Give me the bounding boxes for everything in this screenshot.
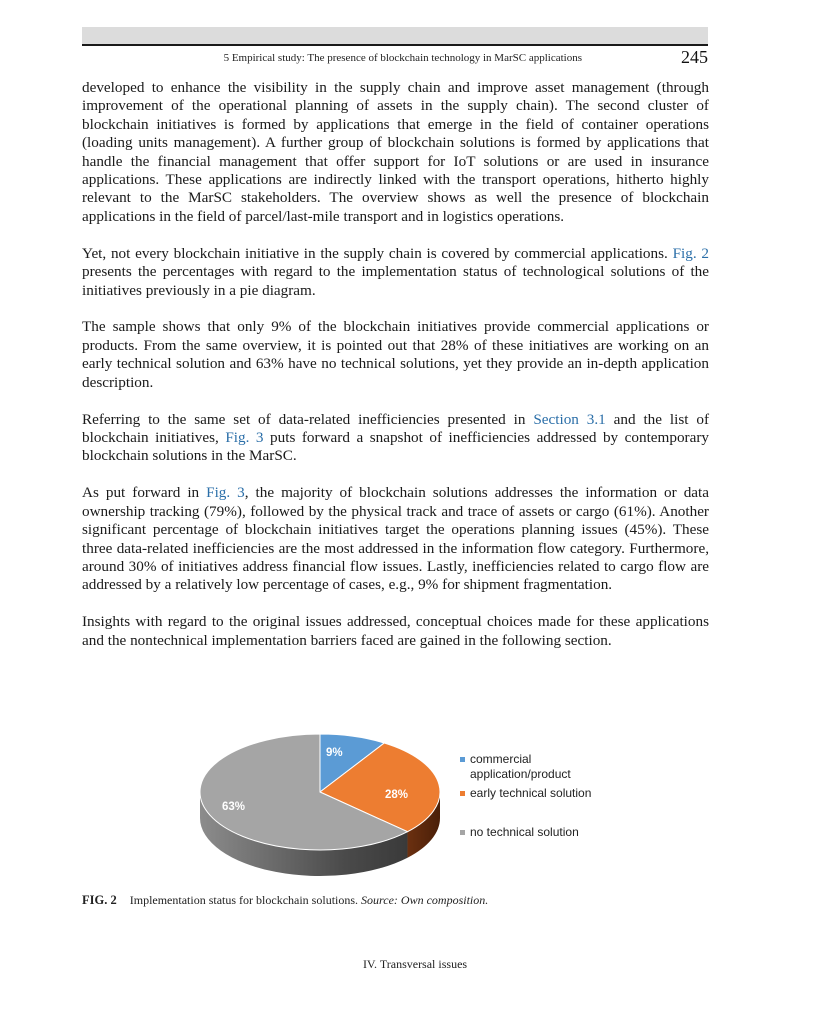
legend-swatch-none [460,830,465,835]
paragraph [82,613,709,650]
paragraph-text: The sample shows that only 9% of the blockchain initiatives provide commercial applications or products. From the same overview, it is pointed out that 28% of these initiatives are working on an early technical solution and 63% have no technical solutions, yet they provide an in-depth application description. [82,318,709,391]
paragraph-text: presents the percentages with regard to the implementation status of technological solutions of the initiatives previously in a pie diagram. [82,263,709,299]
paragraph-text: and the list of blockchain initiatives, [82,410,710,446]
paragraph [82,484,709,594]
paragraph [82,79,709,226]
chart-legend [460,752,591,840]
paragraph-text: Yet, not every blockchain initiative in the supply chain is covered by commercial applications. [82,244,673,262]
paragraph [82,245,709,300]
paragraph-text: , the majority of blockchain solutions addresses the information or data ownership tracking (79%), followed by the physical track and trace of assets or cargo (61%). Another significant percentage of blockchain initiatives target the operations planning issues (45%). These three data-related inefficiencies are the most addressed in the information flow category. Furthermore, around 30% of initiatives address financial flow issues. Lastly, inefficiencies related to cargo flow are addressed by a relatively low percentage of cases, e.g., 9% for shipment fragmentation. [82,484,709,594]
legend-swatch-commercial [460,757,465,762]
caption-source: Source: Own composition. [361,893,489,907]
page-number: 245 [681,47,708,67]
paragraph-text: puts forward a snapshot of inefficiencies addressed by contemporary blockchain solutions in the MarSC. [82,429,710,465]
paragraph-text: Referring to the same set of data-related inefficiencies presented in [82,410,534,428]
paragraph-text: developed to enhance the visibility in the supply chain and improve asset management (through improvement of the operational planning of assets in the supply chain). The second cluster of blockchain initiatives is formed by applications that emerge in the field of container operations (loading units management). A further group of blockchain solutions is formed by applications that handle the financial management that offer support for IoT solutions or are used in insurance applications. These applications are indirectly linked with the transport operations, hitherto highly relevant to the MarSC stakeholders. The overview shows as well the presence of blockchain applications in the field of parcel/last-mile transport and in logistics operations. [82,79,709,225]
figure-2 [82,730,709,890]
header-rule [82,44,708,46]
legend-item-commercial [460,752,591,782]
paragraph-text: Insights with regard to the original issues addressed, conceptual choices made for these applications and the nontechnical implementation barriers faced are gained in the following section. [82,613,709,649]
caption-label: FIG. 2 [82,893,117,907]
legend-label: application/product [470,767,571,781]
legend-item-early [460,786,591,801]
cross-reference-link[interactable]: Fig. 2 [672,244,709,262]
cross-reference-link[interactable]: Fig. 3 [206,484,245,502]
legend-label: commercial [470,752,532,766]
figure-caption [82,893,488,908]
page-footer: IV. Transversal issues [362,957,468,971]
running-head: 5 Empirical study: The presence of blockchain technology in MarSC applications [223,52,582,64]
pie-chart [192,730,452,890]
header-bar [82,27,708,44]
legend-label: early technical solution [470,786,592,800]
caption-text: Implementation status for blockchain solutions. [129,893,362,907]
pie-label-2: 63% [222,801,246,813]
cross-reference-link[interactable]: Fig. 3 [225,429,264,446]
paragraph [82,411,709,466]
paragraph [82,318,709,392]
pie-label-0: 9% [326,747,343,759]
legend-label: no technical solution [470,825,579,839]
pie-label-1: 28% [385,789,409,801]
paragraph-text: As put forward in [82,484,207,502]
body-text [82,79,709,669]
legend-item-none [460,825,591,840]
cross-reference-link[interactable]: Section 3.1 [533,410,606,428]
legend-swatch-early [460,791,465,796]
